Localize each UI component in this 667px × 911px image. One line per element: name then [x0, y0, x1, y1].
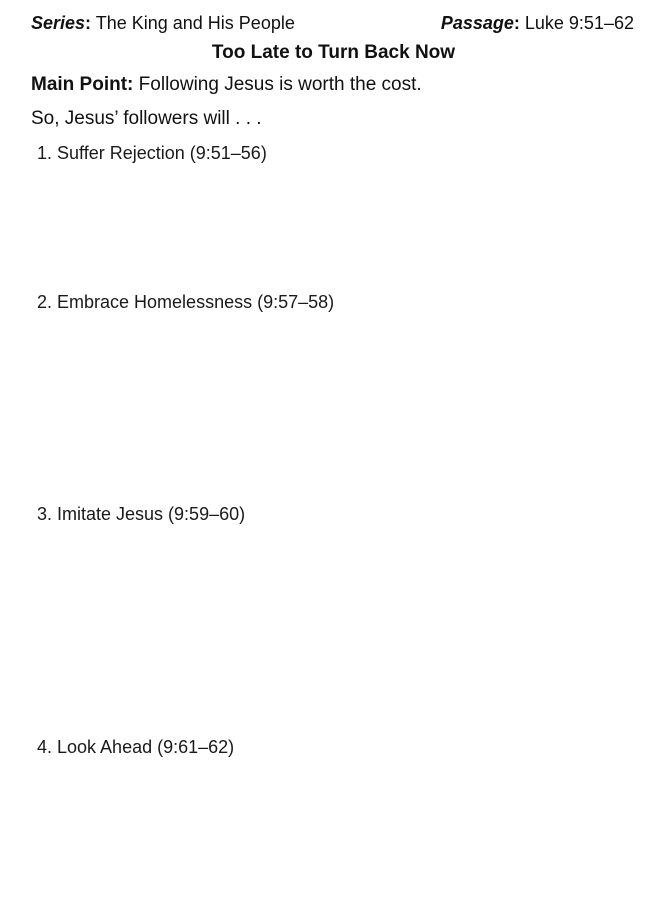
series-line	[31, 11, 295, 35]
point-2: 2. Embrace Homelessness (9:57–58)	[37, 292, 335, 312]
main-point-label: Main Point:	[31, 74, 134, 95]
point-1: 1. Suffer Rejection (9:51–56)	[37, 143, 267, 163]
page-title: Too Late to Turn Back Now	[211, 42, 456, 63]
point-4: 4. Look Ahead (9:61–62)	[37, 737, 235, 757]
passage-line	[441, 11, 634, 35]
point-3: 3. Imitate Jesus (9:59–60)	[37, 504, 246, 524]
series-value: The King and His People	[91, 13, 295, 33]
passage-value: Luke 9:51–62	[519, 13, 634, 33]
series-colon: :	[85, 13, 92, 33]
lead-in-text: So, Jesus’ followers will . . .	[31, 108, 262, 129]
passage-colon: :	[513, 13, 520, 33]
main-point	[31, 73, 422, 97]
series-label: Series	[31, 13, 86, 33]
header-row	[31, 11, 634, 35]
main-point-text: Following Jesus is worth the cost.	[133, 74, 422, 95]
passage-label: Passage	[440, 13, 514, 33]
